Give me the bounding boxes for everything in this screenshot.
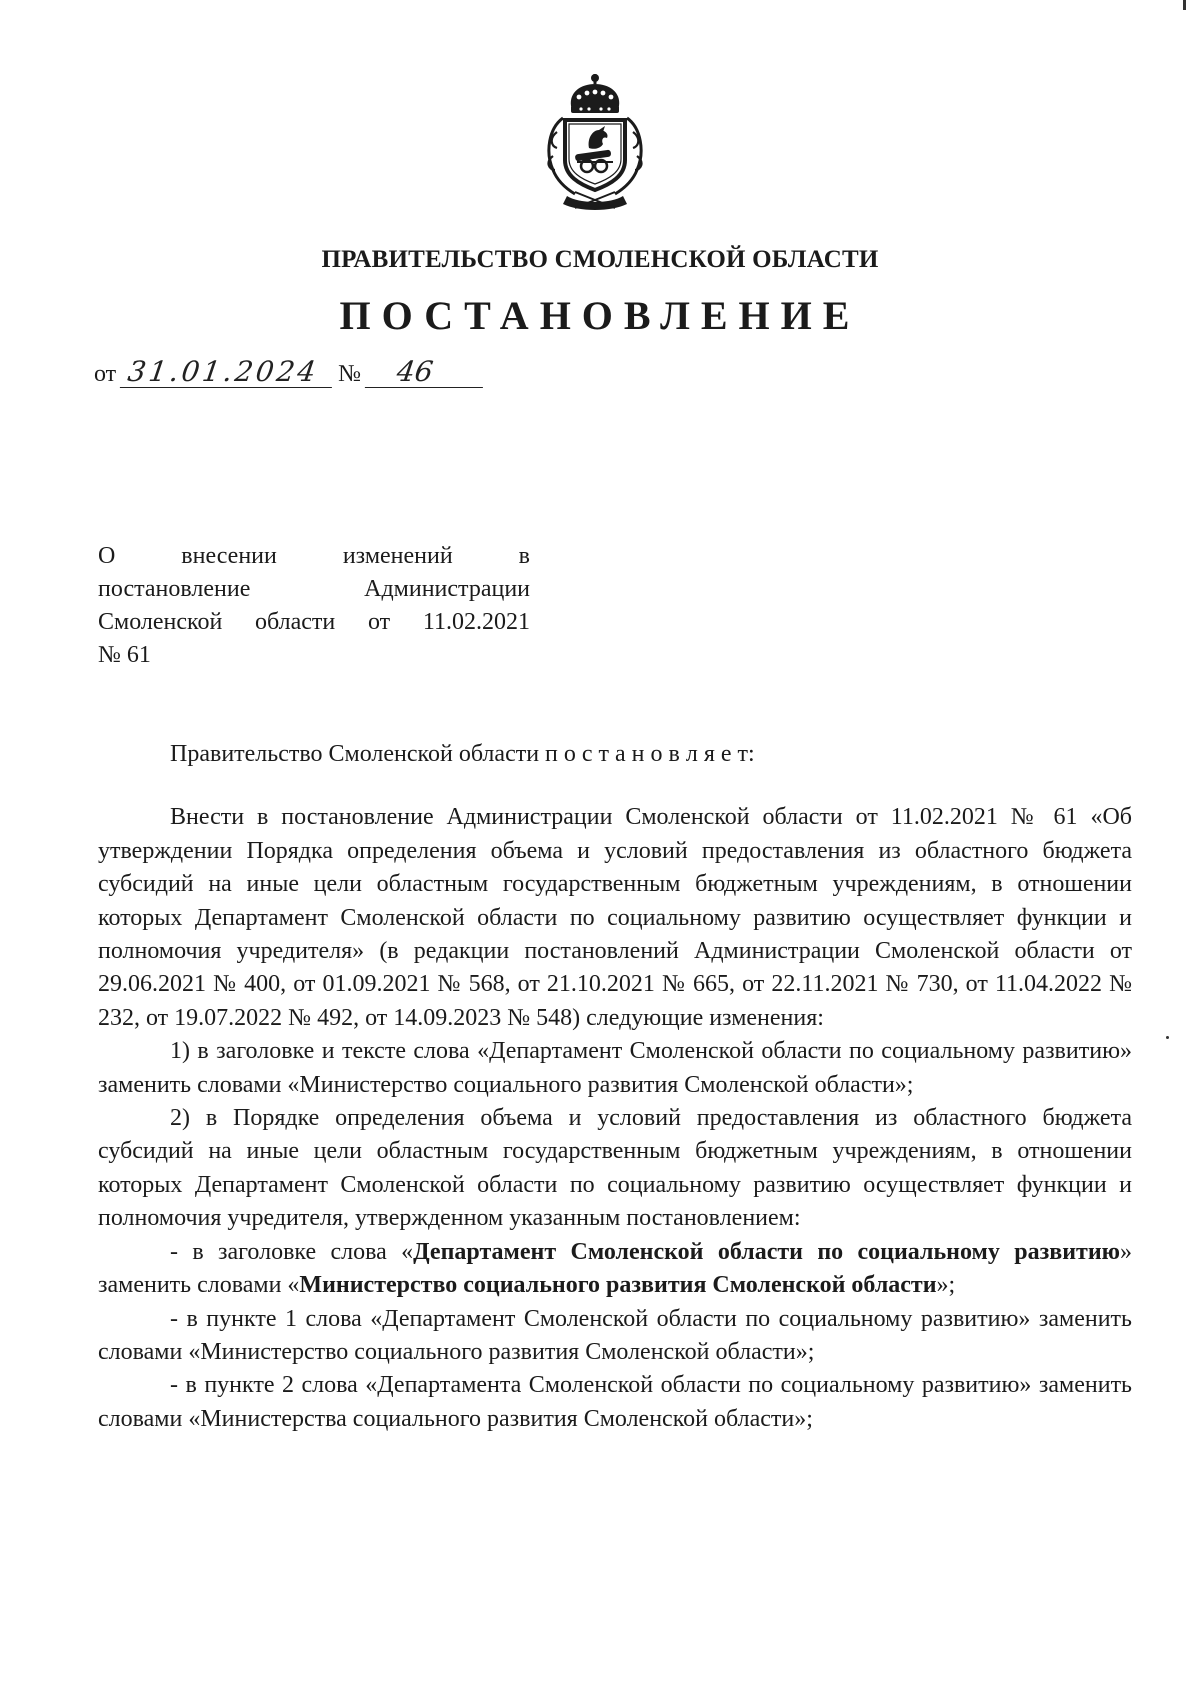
document-number: 46 [365, 357, 487, 388]
amendment-subitem-title [98, 1236, 1132, 1303]
amendment-item-2: 2) в Порядке определения объема и условий предоставления из областного бюджета субсидий на иные цели областным государственным бюджетным учреждениям, в отношении которых Департамент Смоленской области по социальному развитию осуществляет функции и полномочия учредителя, утвержденном указанным постановлением: [98, 1105, 1132, 1232]
number-prefix: № [338, 361, 362, 387]
subject-line: постановление Администрации [98, 576, 530, 602]
amendment-subitem-point-2: - в пункте 2 слова «Департамента Смоленской области по социальному развитию» заменить словами «Министерства социального развития Смоленской области»; [98, 1372, 1132, 1432]
amendment-item-1: 1) в заголовке и тексте слова «Департамент Смоленской области по социальному развитию» заменить словами «Министерство социального развития Смоленской области»; [98, 1038, 1132, 1098]
date-prefix: от [94, 361, 117, 387]
document-type-title: ПОСТАНОВЛЕНИЕ [339, 293, 861, 338]
scan-speck [1166, 1036, 1169, 1039]
decree-statement: Правительство Смоленской области п о с т а н о в л я е т: [170, 741, 755, 767]
subitem-text: - в заголовке слова « [170, 1238, 414, 1265]
intro-paragraph: Внести в постановление Администрации Смоленской области от 11.02.2021 № 61 «Об утверждении Порядка определения объема и условий предоставления из областного бюджета субсидий на иные цели областным государственным бюджетным учреждениям, в отношении которых Департамент Смоленской области по социальному развитию осуществляет функции и полномочия учредителя» (в редакции постановлений Администрации Смоленской области от 29.06.2021 № 400, от 01.09.2021 № 568, от 21.10.2021 № 665, от 22.11.2021 № 730, от 11.04.2022 № 232, от 19.07.2022 № 492, от 14.09.2023 № 548) следующие изменения: [98, 804, 1132, 1031]
subject-line: О внесении изменений в [98, 543, 530, 569]
document-date: 31.01.2024 [120, 357, 336, 388]
subitem-text: »; [936, 1272, 956, 1299]
date-number-line [94, 357, 485, 388]
subject-line: № 61 [98, 642, 151, 668]
smolensk-coat-of-arms-icon [531, 72, 659, 212]
subitem-new-name: Министерство социального развития Смоленской области [299, 1272, 937, 1299]
subject-line: Смоленской области от 11.02.2021 [98, 609, 530, 635]
document-body [98, 738, 1132, 1436]
document-subject [98, 540, 530, 672]
scan-edge-mark [1183, 0, 1186, 10]
government-title: ПРАВИТЕЛЬСТВО СМОЛЕНСКОЙ ОБЛАСТИ [321, 246, 879, 273]
subitem-text: » заменить словами « [98, 1238, 1132, 1299]
amendment-subitem-point-1: - в пункте 1 слова «Департамент Смоленской области по социальному развитию» заменить словами «Министерство социального развития Смоленской области»; [98, 1305, 1132, 1365]
subitem-old-name: Департамент Смоленской области по социальному развитию [413, 1238, 1120, 1265]
